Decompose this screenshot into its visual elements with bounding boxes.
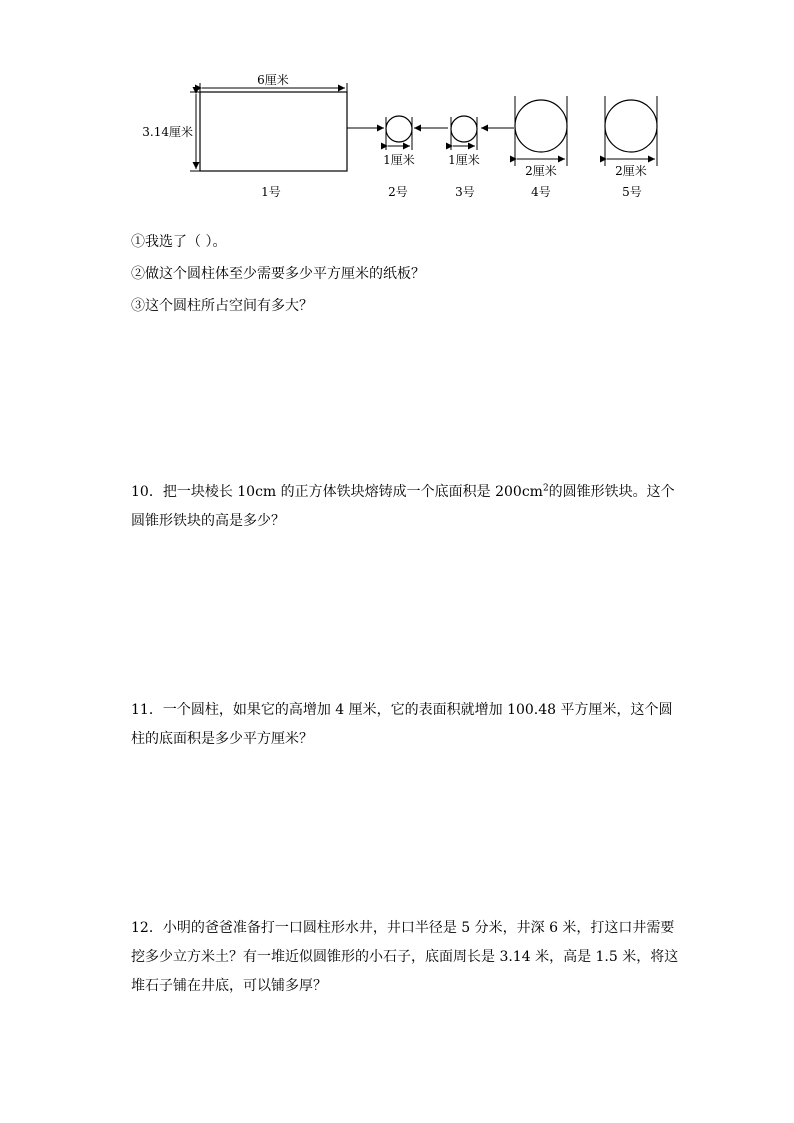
cylinder-parts-figure: [0, 0, 794, 210]
rect-width-label: 6厘米: [257, 73, 289, 87]
question-10-line-2: 圆锥形铁块的高是多少？: [131, 513, 285, 529]
shape-4-circle: [515, 100, 567, 152]
question-12-line-2: 挖多少立方米土？有一堆近似圆锥形的小石子，底面周长是 3.14 米，高是 1.5 米，将这: [131, 949, 679, 965]
shape-2-diameter: 1厘米: [383, 153, 415, 167]
sub-question-2: ②做这个圆柱体至少需要多少平方厘米的纸板？: [131, 266, 425, 282]
question-12-line-3: 堆石子铺在井底，可以铺多厚？: [131, 978, 327, 994]
sub-question-1: ①我选了（ ）。: [131, 234, 227, 250]
question-10: [131, 478, 675, 536]
shape-1-number: 1号: [261, 185, 281, 199]
shape-5-number: 5号: [622, 185, 642, 199]
shape-3-diameter: 1厘米: [448, 153, 480, 167]
shape-4-diameter: 2厘米: [525, 164, 557, 178]
question-12-line-1: 12．小明的爸爸准备打一口圆柱形水井，井口半径是 5 分米，井深 6 米，打这口井需要: [131, 920, 675, 936]
sub-question-3: ③这个圆柱所占空间有多大？: [131, 298, 313, 314]
question-12: [131, 914, 679, 1001]
shape-3-circle: [451, 116, 477, 142]
question-11-line-2: 柱的底面积是多少平方厘米？: [131, 731, 313, 747]
shape-5-diameter: 2厘米: [615, 164, 647, 178]
squared-superscript: 2: [542, 483, 549, 494]
shape-2-number: 2号: [388, 185, 408, 199]
shape-5-circle: [605, 100, 657, 152]
question-11-line-1: 11．一个圆柱，如果它的高增加 4 厘米，它的表面积就增加 100.48 平方厘米，这个圆: [131, 702, 673, 718]
question-11: [131, 696, 671, 754]
shape-1-rectangle: [200, 92, 347, 171]
question-10-line-1: 10．把一块棱长 10cm 的正方体铁块熔铸成一个底面积是 $200cm^2$的圆锥形铁块。这个: [131, 483, 675, 500]
rect-height-label: 3.14厘米: [142, 125, 193, 139]
shape-3-number: 3号: [455, 185, 475, 199]
shape-4-number: 4号: [531, 185, 551, 199]
shape-2-circle: [386, 116, 412, 142]
